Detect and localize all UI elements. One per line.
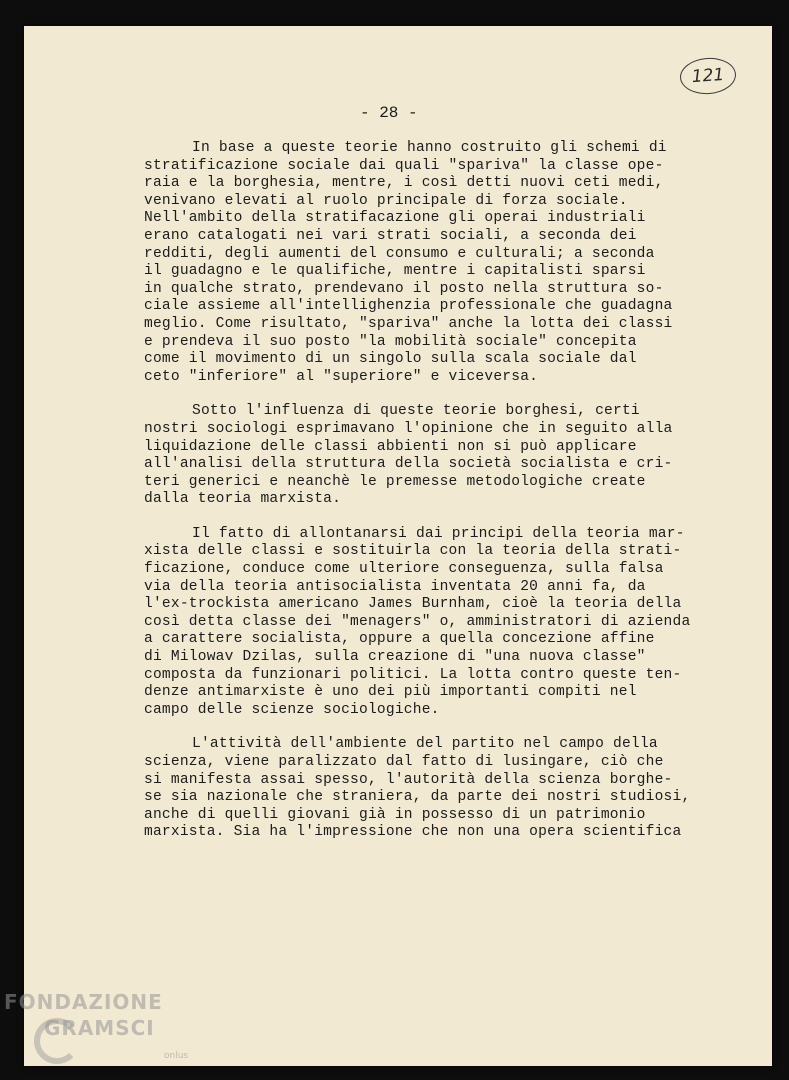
text-line: marxista. Sia ha l'impressione che non una opera scientifica [144,824,682,841]
text-line: raia e la borghesia, mentre, i così detti nuovi ceti medi, [144,175,664,192]
text-line: dalla teoria marxista. [144,491,342,508]
text-line: il guadagno e le qualifiche, mentre i capitalisti sparsi [144,263,646,280]
text-line: campo delle scienze sociologiche. [144,701,440,718]
text-line: così detta classe dei "menagers" o, amministratori di azienda [144,613,691,630]
archive-folio-number: 121 [691,64,725,88]
text-line: l'ex-trockista americano James Burnham, cioè la teoria della [144,596,682,613]
watermark-line1: FONDAZIONE [4,990,163,1014]
text-line: all'analisi della struttura della società socialista e cri- [144,456,673,473]
text-line: redditi, degli aumenti del consumo e culturali; a seconda [144,245,655,262]
text-line: a carattere socialista, oppure a quella concezione affine [144,631,655,648]
text-line: Sotto l'influenza di queste teorie borghesi, certi [192,403,640,420]
text-line: nostri sociologi esprimavano l'opinione che in seguito alla [144,420,673,437]
text-line: se sia nazionale che straniera, da parte dei nostri studiosi, [144,789,691,806]
text-line: Il fatto di allontanarsi dai principi della teoria mar- [192,525,685,542]
text-line: denze antimarxiste è uno dei più importanti compiti nel [144,684,637,701]
text-line: venivano elevati al ruolo principale di forza sociale. [144,192,628,209]
text-line: e prendeva il suo posto "la mobilità sociale" concepita [144,333,637,350]
text-line: ficazione, conduce come ulteriore conseguenza, sulla falsa [144,561,664,578]
text-line: In base a queste teorie hanno costruito gli schemi di [192,140,667,156]
gramsci-logo-icon [34,1018,80,1064]
text-line: ceto "inferiore" al "superiore" e viceversa. [144,368,539,385]
paragraph-4 [144,736,724,842]
text-line: Nell'ambito della stratifacazione gli operai industriali [144,210,646,227]
text-line: teri generici e neanchè le premesse metodologiche create [144,473,646,490]
text-line: composta da funzionari politici. La lotta contro queste ten- [144,666,682,683]
paragraph-2 [144,403,724,509]
watermark-onlus: onlus [164,1051,189,1061]
text-line: scienza, viene paralizzato dal fatto di lusingare, ciò che [144,754,664,770]
fondazione-gramsci-watermark [4,990,189,1061]
text-line: via della teoria antisocialista inventata 20 anni fa, da [144,578,646,595]
text-line: ciale assieme all'intellighenzia professionale che guadagna [144,298,673,315]
text-line: xista delle classi e sostituirla con la teoria della strati- [144,543,682,560]
archive-folio-stamp [679,56,737,96]
text-line: si manifesta assai spesso, l'autorità della scienza borghe- [144,771,673,788]
text-line: meglio. Come risultato, "spariva" anche la lotta dei classi [144,315,673,332]
paragraph-1 [144,140,724,386]
text-line: come il movimento di un singolo sulla scala sociale dal [144,351,637,368]
text-line: L'attività dell'ambiente del partito nel campo della [192,736,658,753]
body-text [144,140,724,859]
text-line: stratificazione sociale dai quali "spariva" la classe ope- [144,157,664,174]
text-line: di Milowav Dzilas, sulla creazione di "una nuova classe" [144,649,646,666]
watermark-line2: GRAMSCI [44,1016,155,1040]
text-line: in qualche strato, prendevano il posto nella struttura so- [144,280,664,297]
page-number: - 28 - [360,104,418,122]
paragraph-3 [144,526,724,720]
text-line: erano catalogati nei vari strati sociali, a seconda dei [144,227,637,244]
text-line: anche di quelli giovani già in possesso di un patrimonio [144,806,646,823]
text-line: liquidazione delle classi abbienti non si può applicare [144,438,637,455]
